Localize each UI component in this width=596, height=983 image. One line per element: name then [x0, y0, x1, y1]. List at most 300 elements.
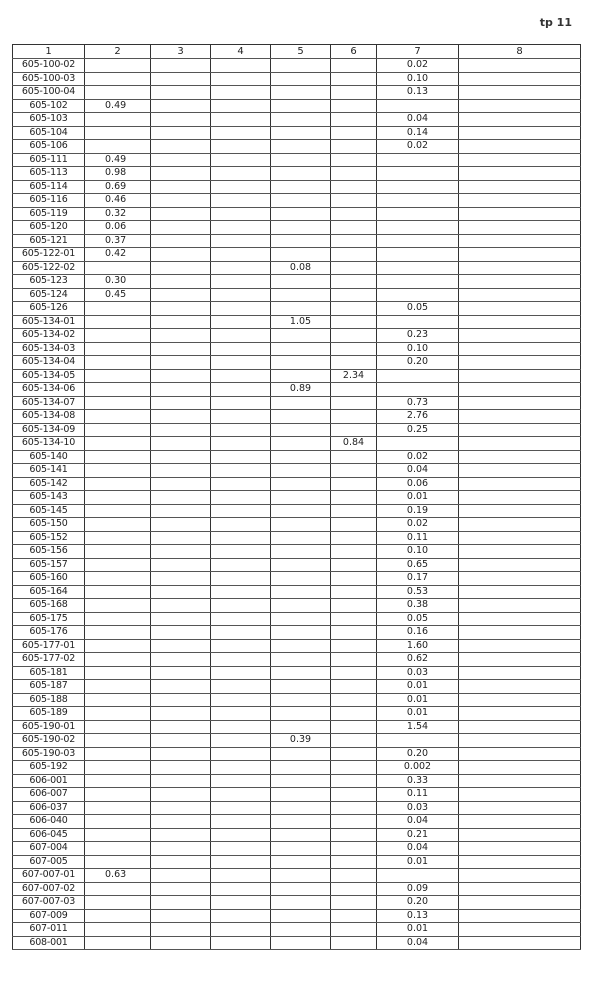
value-cell-col-8 — [459, 207, 581, 221]
value-cell-col-6 — [331, 707, 377, 721]
table-row — [13, 329, 581, 343]
value-cell-col-3 — [151, 788, 211, 802]
table-row — [13, 518, 581, 532]
table-row — [13, 207, 581, 221]
value-cell-col-5 — [271, 302, 331, 316]
value-cell-col-2 — [85, 410, 151, 424]
value-cell-col-3 — [151, 504, 211, 518]
value-cell-col-7: 0.11 — [377, 531, 459, 545]
table-row — [13, 599, 581, 613]
table-row — [13, 855, 581, 869]
column-header-4: 4 — [211, 45, 271, 59]
value-cell-col-7 — [377, 234, 459, 248]
value-cell-col-5 — [271, 234, 331, 248]
value-cell-col-7: 0.05 — [377, 612, 459, 626]
value-cell-col-7 — [377, 383, 459, 397]
value-cell-col-7: 1.60 — [377, 639, 459, 653]
value-cell-col-8 — [459, 302, 581, 316]
value-cell-col-8 — [459, 450, 581, 464]
value-cell-col-5 — [271, 504, 331, 518]
value-cell-col-3 — [151, 477, 211, 491]
value-cell-col-7: 0.53 — [377, 585, 459, 599]
row-code-cell: 605-134-08 — [13, 410, 85, 424]
row-code-cell: 605-126 — [13, 302, 85, 316]
value-cell-col-7 — [377, 261, 459, 275]
table-row — [13, 545, 581, 559]
column-header-5: 5 — [271, 45, 331, 59]
value-cell-col-7: 0.16 — [377, 626, 459, 640]
value-cell-col-4 — [211, 882, 271, 896]
value-cell-col-3 — [151, 639, 211, 653]
value-cell-col-3 — [151, 693, 211, 707]
value-cell-col-5 — [271, 828, 331, 842]
value-cell-col-2 — [85, 639, 151, 653]
value-cell-col-6 — [331, 531, 377, 545]
value-cell-col-5 — [271, 450, 331, 464]
value-cell-col-2 — [85, 450, 151, 464]
value-cell-col-3 — [151, 882, 211, 896]
table-row — [13, 734, 581, 748]
table-row — [13, 140, 581, 154]
value-cell-col-7: 0.04 — [377, 464, 459, 478]
value-cell-col-3 — [151, 491, 211, 505]
row-code-cell: 605-102 — [13, 99, 85, 113]
value-cell-col-8 — [459, 356, 581, 370]
value-cell-col-2: 0.06 — [85, 221, 151, 235]
value-cell-col-6 — [331, 261, 377, 275]
value-cell-col-2 — [85, 531, 151, 545]
value-cell-col-3 — [151, 828, 211, 842]
value-cell-col-7: 0.04 — [377, 842, 459, 856]
value-cell-col-4 — [211, 801, 271, 815]
value-cell-col-2 — [85, 761, 151, 775]
value-cell-col-6 — [331, 869, 377, 883]
value-cell-col-5 — [271, 194, 331, 208]
value-cell-col-3 — [151, 680, 211, 694]
value-cell-col-6 — [331, 126, 377, 140]
value-cell-col-7: 0.21 — [377, 828, 459, 842]
value-cell-col-4 — [211, 329, 271, 343]
value-cell-col-8 — [459, 531, 581, 545]
value-cell-col-4 — [211, 923, 271, 937]
value-cell-col-3 — [151, 140, 211, 154]
value-cell-col-2 — [85, 572, 151, 586]
value-cell-col-7: 0.05 — [377, 302, 459, 316]
value-cell-col-5 — [271, 531, 331, 545]
value-cell-col-8 — [459, 396, 581, 410]
value-cell-col-4 — [211, 666, 271, 680]
value-cell-col-3 — [151, 612, 211, 626]
table-row — [13, 693, 581, 707]
table-row — [13, 437, 581, 451]
value-cell-col-8 — [459, 423, 581, 437]
value-cell-col-8 — [459, 693, 581, 707]
value-cell-col-5 — [271, 153, 331, 167]
value-cell-col-3 — [151, 464, 211, 478]
row-code-cell: 605-114 — [13, 180, 85, 194]
value-cell-col-5 — [271, 248, 331, 262]
value-cell-col-8 — [459, 167, 581, 181]
value-cell-col-2 — [85, 356, 151, 370]
value-cell-col-8 — [459, 72, 581, 86]
value-cell-col-7 — [377, 288, 459, 302]
table-row — [13, 680, 581, 694]
value-cell-col-8 — [459, 626, 581, 640]
value-cell-col-6 — [331, 504, 377, 518]
value-cell-col-5 — [271, 221, 331, 235]
row-code-cell: 606-045 — [13, 828, 85, 842]
table-row — [13, 531, 581, 545]
value-cell-col-5 — [271, 801, 331, 815]
value-cell-col-6 — [331, 909, 377, 923]
value-cell-col-4 — [211, 491, 271, 505]
value-cell-col-8 — [459, 896, 581, 910]
value-cell-col-3 — [151, 626, 211, 640]
value-cell-col-7: 0.20 — [377, 896, 459, 910]
value-cell-col-3 — [151, 113, 211, 127]
row-code-cell: 607-011 — [13, 923, 85, 937]
value-cell-col-2 — [85, 612, 151, 626]
value-cell-col-6 — [331, 518, 377, 532]
value-cell-col-6 — [331, 383, 377, 397]
value-cell-col-7 — [377, 315, 459, 329]
value-cell-col-8 — [459, 855, 581, 869]
value-cell-col-6 — [331, 747, 377, 761]
value-cell-col-8 — [459, 342, 581, 356]
value-cell-col-2 — [85, 113, 151, 127]
value-cell-col-3 — [151, 383, 211, 397]
value-cell-col-3 — [151, 923, 211, 937]
value-cell-col-6 — [331, 572, 377, 586]
table-row — [13, 180, 581, 194]
value-cell-col-7: 0.01 — [377, 855, 459, 869]
value-cell-col-5 — [271, 612, 331, 626]
table-row — [13, 720, 581, 734]
value-cell-col-8 — [459, 491, 581, 505]
value-cell-col-6 — [331, 626, 377, 640]
value-cell-col-6 — [331, 680, 377, 694]
value-cell-col-7: 0.14 — [377, 126, 459, 140]
value-cell-col-8 — [459, 639, 581, 653]
table-row — [13, 761, 581, 775]
value-cell-col-7 — [377, 734, 459, 748]
column-header-8: 8 — [459, 45, 581, 59]
value-cell-col-2 — [85, 86, 151, 100]
value-cell-col-3 — [151, 545, 211, 559]
value-cell-col-4 — [211, 612, 271, 626]
table-row — [13, 612, 581, 626]
value-cell-col-5 — [271, 693, 331, 707]
column-header-7: 7 — [377, 45, 459, 59]
row-code-cell: 605-122-01 — [13, 248, 85, 262]
value-cell-col-4 — [211, 167, 271, 181]
value-cell-col-2: 0.69 — [85, 180, 151, 194]
value-cell-col-8 — [459, 288, 581, 302]
value-cell-col-6 — [331, 234, 377, 248]
column-header-1: 1 — [13, 45, 85, 59]
value-cell-col-2: 0.49 — [85, 99, 151, 113]
value-cell-col-5 — [271, 680, 331, 694]
value-cell-col-4 — [211, 788, 271, 802]
table-row — [13, 396, 581, 410]
value-cell-col-4 — [211, 140, 271, 154]
value-cell-col-6 — [331, 774, 377, 788]
value-cell-col-3 — [151, 909, 211, 923]
row-code-cell: 605-116 — [13, 194, 85, 208]
row-code-cell: 606-040 — [13, 815, 85, 829]
value-cell-col-7: 0.23 — [377, 329, 459, 343]
value-cell-col-7 — [377, 194, 459, 208]
value-cell-col-8 — [459, 383, 581, 397]
value-cell-col-7: 0.13 — [377, 86, 459, 100]
value-cell-col-2 — [85, 302, 151, 316]
table-row — [13, 572, 581, 586]
value-cell-col-7: 0.002 — [377, 761, 459, 775]
value-cell-col-2 — [85, 855, 151, 869]
table-row — [13, 248, 581, 262]
row-code-cell: 605-152 — [13, 531, 85, 545]
value-cell-col-6 — [331, 923, 377, 937]
value-cell-col-2 — [85, 774, 151, 788]
value-cell-col-2 — [85, 653, 151, 667]
value-cell-col-2 — [85, 59, 151, 73]
value-cell-col-2 — [85, 626, 151, 640]
row-code-cell: 605-150 — [13, 518, 85, 532]
value-cell-col-8 — [459, 599, 581, 613]
row-code-cell: 605-100-02 — [13, 59, 85, 73]
value-cell-col-6 — [331, 86, 377, 100]
value-cell-col-2 — [85, 315, 151, 329]
row-code-cell: 605-123 — [13, 275, 85, 289]
table-row — [13, 909, 581, 923]
value-cell-col-2 — [85, 369, 151, 383]
value-cell-col-3 — [151, 747, 211, 761]
data-table — [12, 44, 581, 950]
value-cell-col-2 — [85, 342, 151, 356]
table-row — [13, 788, 581, 802]
value-cell-col-3 — [151, 801, 211, 815]
value-cell-col-8 — [459, 464, 581, 478]
value-cell-col-4 — [211, 815, 271, 829]
value-cell-col-6 — [331, 275, 377, 289]
value-cell-col-2 — [85, 504, 151, 518]
row-code-cell: 605-164 — [13, 585, 85, 599]
row-code-cell: 605-134-05 — [13, 369, 85, 383]
value-cell-col-3 — [151, 720, 211, 734]
row-code-cell: 605-142 — [13, 477, 85, 491]
value-cell-col-8 — [459, 518, 581, 532]
value-cell-col-4 — [211, 626, 271, 640]
value-cell-col-7: 0.17 — [377, 572, 459, 586]
value-cell-col-7 — [377, 869, 459, 883]
table-row — [13, 842, 581, 856]
value-cell-col-3 — [151, 936, 211, 950]
value-cell-col-4 — [211, 653, 271, 667]
value-cell-col-6 — [331, 761, 377, 775]
value-cell-col-5 — [271, 666, 331, 680]
table-row — [13, 167, 581, 181]
value-cell-col-8 — [459, 815, 581, 829]
value-cell-col-7: 0.11 — [377, 788, 459, 802]
value-cell-col-2 — [85, 464, 151, 478]
value-cell-col-5 — [271, 423, 331, 437]
value-cell-col-6 — [331, 221, 377, 235]
value-cell-col-4 — [211, 707, 271, 721]
value-cell-col-6 — [331, 815, 377, 829]
row-code-cell: 605-160 — [13, 572, 85, 586]
value-cell-col-7: 0.09 — [377, 882, 459, 896]
value-cell-col-2 — [85, 423, 151, 437]
value-cell-col-2 — [85, 666, 151, 680]
value-cell-col-6 — [331, 329, 377, 343]
value-cell-col-3 — [151, 99, 211, 113]
value-cell-col-5 — [271, 464, 331, 478]
value-cell-col-2 — [85, 491, 151, 505]
value-cell-col-5 — [271, 126, 331, 140]
value-cell-col-4 — [211, 558, 271, 572]
value-cell-col-8 — [459, 612, 581, 626]
column-header-6: 6 — [331, 45, 377, 59]
value-cell-col-4 — [211, 423, 271, 437]
value-cell-col-2 — [85, 261, 151, 275]
value-cell-col-2 — [85, 788, 151, 802]
value-cell-col-8 — [459, 261, 581, 275]
value-cell-col-4 — [211, 315, 271, 329]
value-cell-col-4 — [211, 585, 271, 599]
value-cell-col-5 — [271, 720, 331, 734]
value-cell-col-5 — [271, 410, 331, 424]
value-cell-col-5 — [271, 626, 331, 640]
table-row — [13, 774, 581, 788]
value-cell-col-2: 0.45 — [85, 288, 151, 302]
value-cell-col-2 — [85, 680, 151, 694]
value-cell-col-8 — [459, 828, 581, 842]
row-code-cell: 605-177-01 — [13, 639, 85, 653]
value-cell-col-2 — [85, 477, 151, 491]
row-code-cell: 605-121 — [13, 234, 85, 248]
table-row — [13, 153, 581, 167]
value-cell-col-6 — [331, 882, 377, 896]
value-cell-col-2 — [85, 936, 151, 950]
value-cell-col-6 — [331, 558, 377, 572]
row-code-cell: 605-104 — [13, 126, 85, 140]
row-code-cell: 605-119 — [13, 207, 85, 221]
value-cell-col-3 — [151, 815, 211, 829]
value-cell-col-3 — [151, 653, 211, 667]
value-cell-col-6 — [331, 842, 377, 856]
value-cell-col-2 — [85, 72, 151, 86]
value-cell-col-5 — [271, 180, 331, 194]
table-row — [13, 302, 581, 316]
value-cell-col-7 — [377, 99, 459, 113]
value-cell-col-4 — [211, 450, 271, 464]
value-cell-col-2 — [85, 126, 151, 140]
value-cell-col-7: 0.04 — [377, 936, 459, 950]
row-code-cell: 605-175 — [13, 612, 85, 626]
row-code-cell: 605-100-03 — [13, 72, 85, 86]
value-cell-col-7 — [377, 369, 459, 383]
value-cell-col-3 — [151, 248, 211, 262]
value-cell-col-5 — [271, 356, 331, 370]
value-cell-col-8 — [459, 113, 581, 127]
value-cell-col-8 — [459, 747, 581, 761]
value-cell-col-3 — [151, 531, 211, 545]
value-cell-col-6 — [331, 180, 377, 194]
value-cell-col-6 — [331, 545, 377, 559]
value-cell-col-4 — [211, 369, 271, 383]
value-cell-col-8 — [459, 788, 581, 802]
value-cell-col-8 — [459, 572, 581, 586]
value-cell-col-4 — [211, 248, 271, 262]
value-cell-col-7: 0.38 — [377, 599, 459, 613]
value-cell-col-3 — [151, 518, 211, 532]
value-cell-col-8 — [459, 720, 581, 734]
value-cell-col-7 — [377, 221, 459, 235]
value-cell-col-4 — [211, 896, 271, 910]
value-cell-col-8 — [459, 180, 581, 194]
value-cell-col-4 — [211, 909, 271, 923]
value-cell-col-7: 0.01 — [377, 680, 459, 694]
value-cell-col-5 — [271, 113, 331, 127]
value-cell-col-4 — [211, 545, 271, 559]
value-cell-col-5 — [271, 585, 331, 599]
value-cell-col-2: 0.98 — [85, 167, 151, 181]
value-cell-col-6 — [331, 342, 377, 356]
value-cell-col-3 — [151, 86, 211, 100]
value-cell-col-7 — [377, 153, 459, 167]
table-row — [13, 585, 581, 599]
value-cell-col-2 — [85, 707, 151, 721]
row-code-cell: 605-122-02 — [13, 261, 85, 275]
row-code-cell: 605-141 — [13, 464, 85, 478]
value-cell-col-7: 0.10 — [377, 545, 459, 559]
value-cell-col-5 — [271, 396, 331, 410]
value-cell-col-6 — [331, 828, 377, 842]
value-cell-col-7 — [377, 180, 459, 194]
value-cell-col-4 — [211, 936, 271, 950]
table-row — [13, 221, 581, 235]
value-cell-col-4 — [211, 761, 271, 775]
table-row — [13, 639, 581, 653]
value-cell-col-8 — [459, 234, 581, 248]
value-cell-col-2 — [85, 599, 151, 613]
value-cell-col-7: 0.02 — [377, 450, 459, 464]
value-cell-col-8 — [459, 909, 581, 923]
row-code-cell: 605-145 — [13, 504, 85, 518]
value-cell-col-3 — [151, 423, 211, 437]
value-cell-col-2: 0.32 — [85, 207, 151, 221]
value-cell-col-4 — [211, 113, 271, 127]
value-cell-col-7: 0.02 — [377, 59, 459, 73]
row-code-cell: 605-192 — [13, 761, 85, 775]
value-cell-col-6 — [331, 396, 377, 410]
value-cell-col-4 — [211, 504, 271, 518]
value-cell-col-6 — [331, 194, 377, 208]
value-cell-col-2 — [85, 923, 151, 937]
value-cell-col-3 — [151, 315, 211, 329]
row-code-cell: 607-004 — [13, 842, 85, 856]
value-cell-col-3 — [151, 734, 211, 748]
value-cell-col-6 — [331, 315, 377, 329]
value-cell-col-8 — [459, 801, 581, 815]
value-cell-col-5 — [271, 86, 331, 100]
value-cell-col-4 — [211, 302, 271, 316]
table-row — [13, 653, 581, 667]
value-cell-col-4 — [211, 855, 271, 869]
column-header-2: 2 — [85, 45, 151, 59]
value-cell-col-6 — [331, 936, 377, 950]
value-cell-col-8 — [459, 59, 581, 73]
